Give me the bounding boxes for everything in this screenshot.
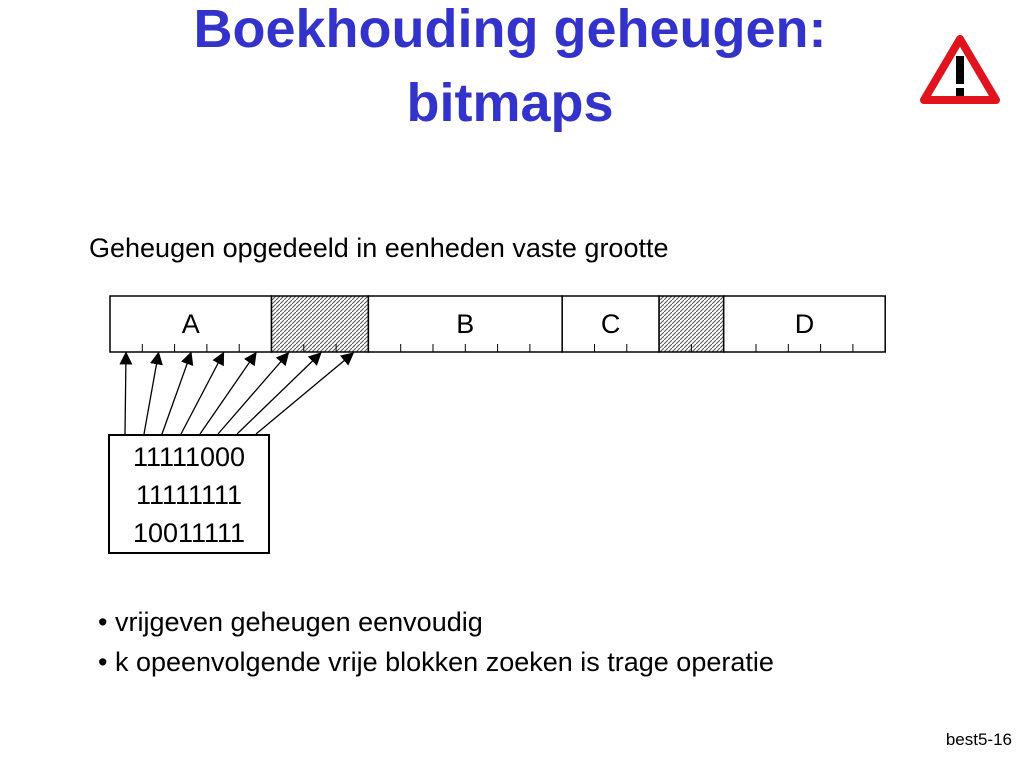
memory-segment-label: D [794,309,815,339]
bitmap-row: 11111111 [135,480,243,510]
title-line-1: Boekhouding geheugen: [193,0,827,59]
bitmap-arrow [162,354,191,434]
subtitle: Geheugen opgedeeld in eenheden vaste grootte [89,233,669,263]
bullet-item: • vrijgeven geheugen eenvoudig [98,607,483,637]
bitmap-box [108,434,270,554]
bitmap-arrow [218,354,288,434]
bitmap-arrow [144,354,158,434]
bitmap-arrow [125,354,126,434]
bullet-item: • k opeenvolgende vrije blokken zoeken is trage operatie [98,647,774,677]
memory-segment-label: C [600,309,621,339]
memory-segment-free [659,296,724,352]
bullet-list [98,602,774,682]
slide-number: best5-16 [945,730,1012,749]
bitmap-row: 10011111 [132,518,246,548]
bitmap-arrows [125,354,352,434]
title-line-2: bitmaps [406,73,614,133]
memory-segment-label: B [456,309,475,339]
bitmap-arrow [237,354,320,434]
memory-segment-free [272,296,369,352]
memory-segments [110,296,885,352]
bitmap-arrow [256,354,352,434]
bitmap-row: 11111000 [132,442,246,472]
bitmap-arrow [181,354,223,434]
memory-segment-label: A [181,309,200,339]
